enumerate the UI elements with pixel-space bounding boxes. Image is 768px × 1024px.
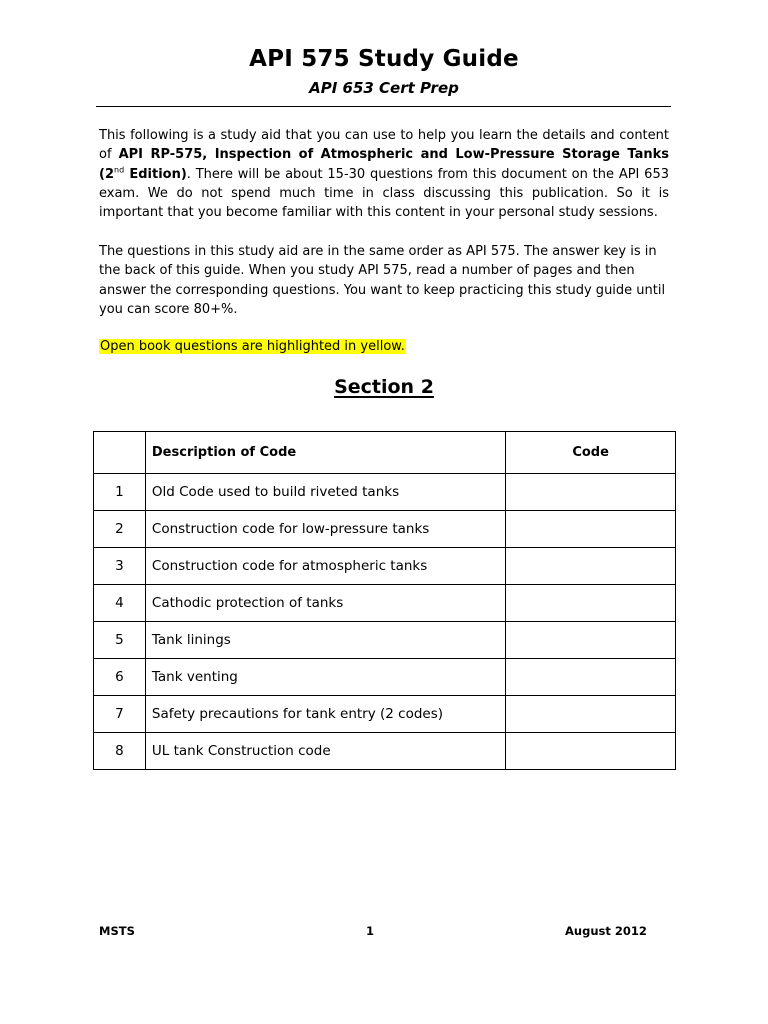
highlight-note-text: Open book questions are highlighted in yellow. xyxy=(100,339,405,354)
row-code-answer[interactable] xyxy=(506,474,676,511)
table-row xyxy=(94,659,676,696)
row-code-answer[interactable] xyxy=(506,733,676,770)
table-row xyxy=(94,733,676,770)
page-subtitle: API 653 Cert Prep xyxy=(309,79,459,97)
header-divider xyxy=(96,106,671,107)
row-number: 5 xyxy=(94,622,146,659)
row-number: 3 xyxy=(94,548,146,585)
row-code-answer[interactable] xyxy=(506,585,676,622)
row-code-answer[interactable] xyxy=(506,548,676,585)
table-header-row xyxy=(94,432,676,474)
intro-paragraph-1 xyxy=(99,126,669,222)
row-description: Tank venting xyxy=(145,659,505,696)
section-heading-text: Section 2 xyxy=(334,376,434,398)
row-code-answer[interactable] xyxy=(506,511,676,548)
header-code-cell: Code xyxy=(506,432,676,474)
row-code-answer[interactable] xyxy=(506,622,676,659)
codes-table xyxy=(93,431,676,770)
header-num-cell xyxy=(94,432,146,474)
intro-publication-title: API RP-575, Inspection of Atmospheric and Low-Pressure Storage Tanks (2 xyxy=(99,147,669,182)
row-description: Construction code for atmospheric tanks xyxy=(145,548,505,585)
table-row xyxy=(94,511,676,548)
row-description: Safety precautions for tank entry (2 codes) xyxy=(145,696,505,733)
table-row xyxy=(94,696,676,733)
table-row xyxy=(94,474,676,511)
row-number: 7 xyxy=(94,696,146,733)
page-title: API 575 Study Guide xyxy=(249,46,519,72)
footer-organization: MSTS xyxy=(99,924,135,938)
header-description-cell: Description of Code xyxy=(145,432,505,474)
row-number: 1 xyxy=(94,474,146,511)
row-number: 2 xyxy=(94,511,146,548)
table-row xyxy=(94,585,676,622)
row-description: UL tank Construction code xyxy=(145,733,505,770)
row-description: Tank linings xyxy=(145,622,505,659)
row-number: 6 xyxy=(94,659,146,696)
table-row xyxy=(94,548,676,585)
row-number: 4 xyxy=(94,585,146,622)
footer-page-number: 1 xyxy=(366,924,375,938)
row-code-answer[interactable] xyxy=(506,659,676,696)
intro-publication-edition: Edition) xyxy=(124,166,187,182)
table-row xyxy=(94,622,676,659)
intro-text-a: This following is a study aid that you can use to help you learn the details and content of xyxy=(99,128,669,163)
row-description: Old Code used to build riveted tanks xyxy=(145,474,505,511)
section-heading xyxy=(0,376,768,398)
row-description: Cathodic protection of tanks xyxy=(145,585,505,622)
footer-date: August 2012 xyxy=(565,924,647,938)
highlight-note xyxy=(99,337,406,356)
intro-paragraph-2: The questions in this study aid are in the same order as API 575. The answer key is in the back of this guide. When you study API 575, read a number of pages and then answer the corresponding questions. You want to keep practicing this study guide until you can score 80+%. xyxy=(99,244,666,317)
row-description: Construction code for low-pressure tanks xyxy=(145,511,505,548)
row-code-answer[interactable] xyxy=(506,696,676,733)
intro-superscript: nd xyxy=(114,165,125,175)
intro-text-b: . There will be about 15-30 questions from this document on the API 653 exam. We do not spend much time in class discussing this publication. So it is important that you become familiar with this content in your personal study sessions. xyxy=(99,166,669,221)
row-number: 8 xyxy=(94,733,146,770)
